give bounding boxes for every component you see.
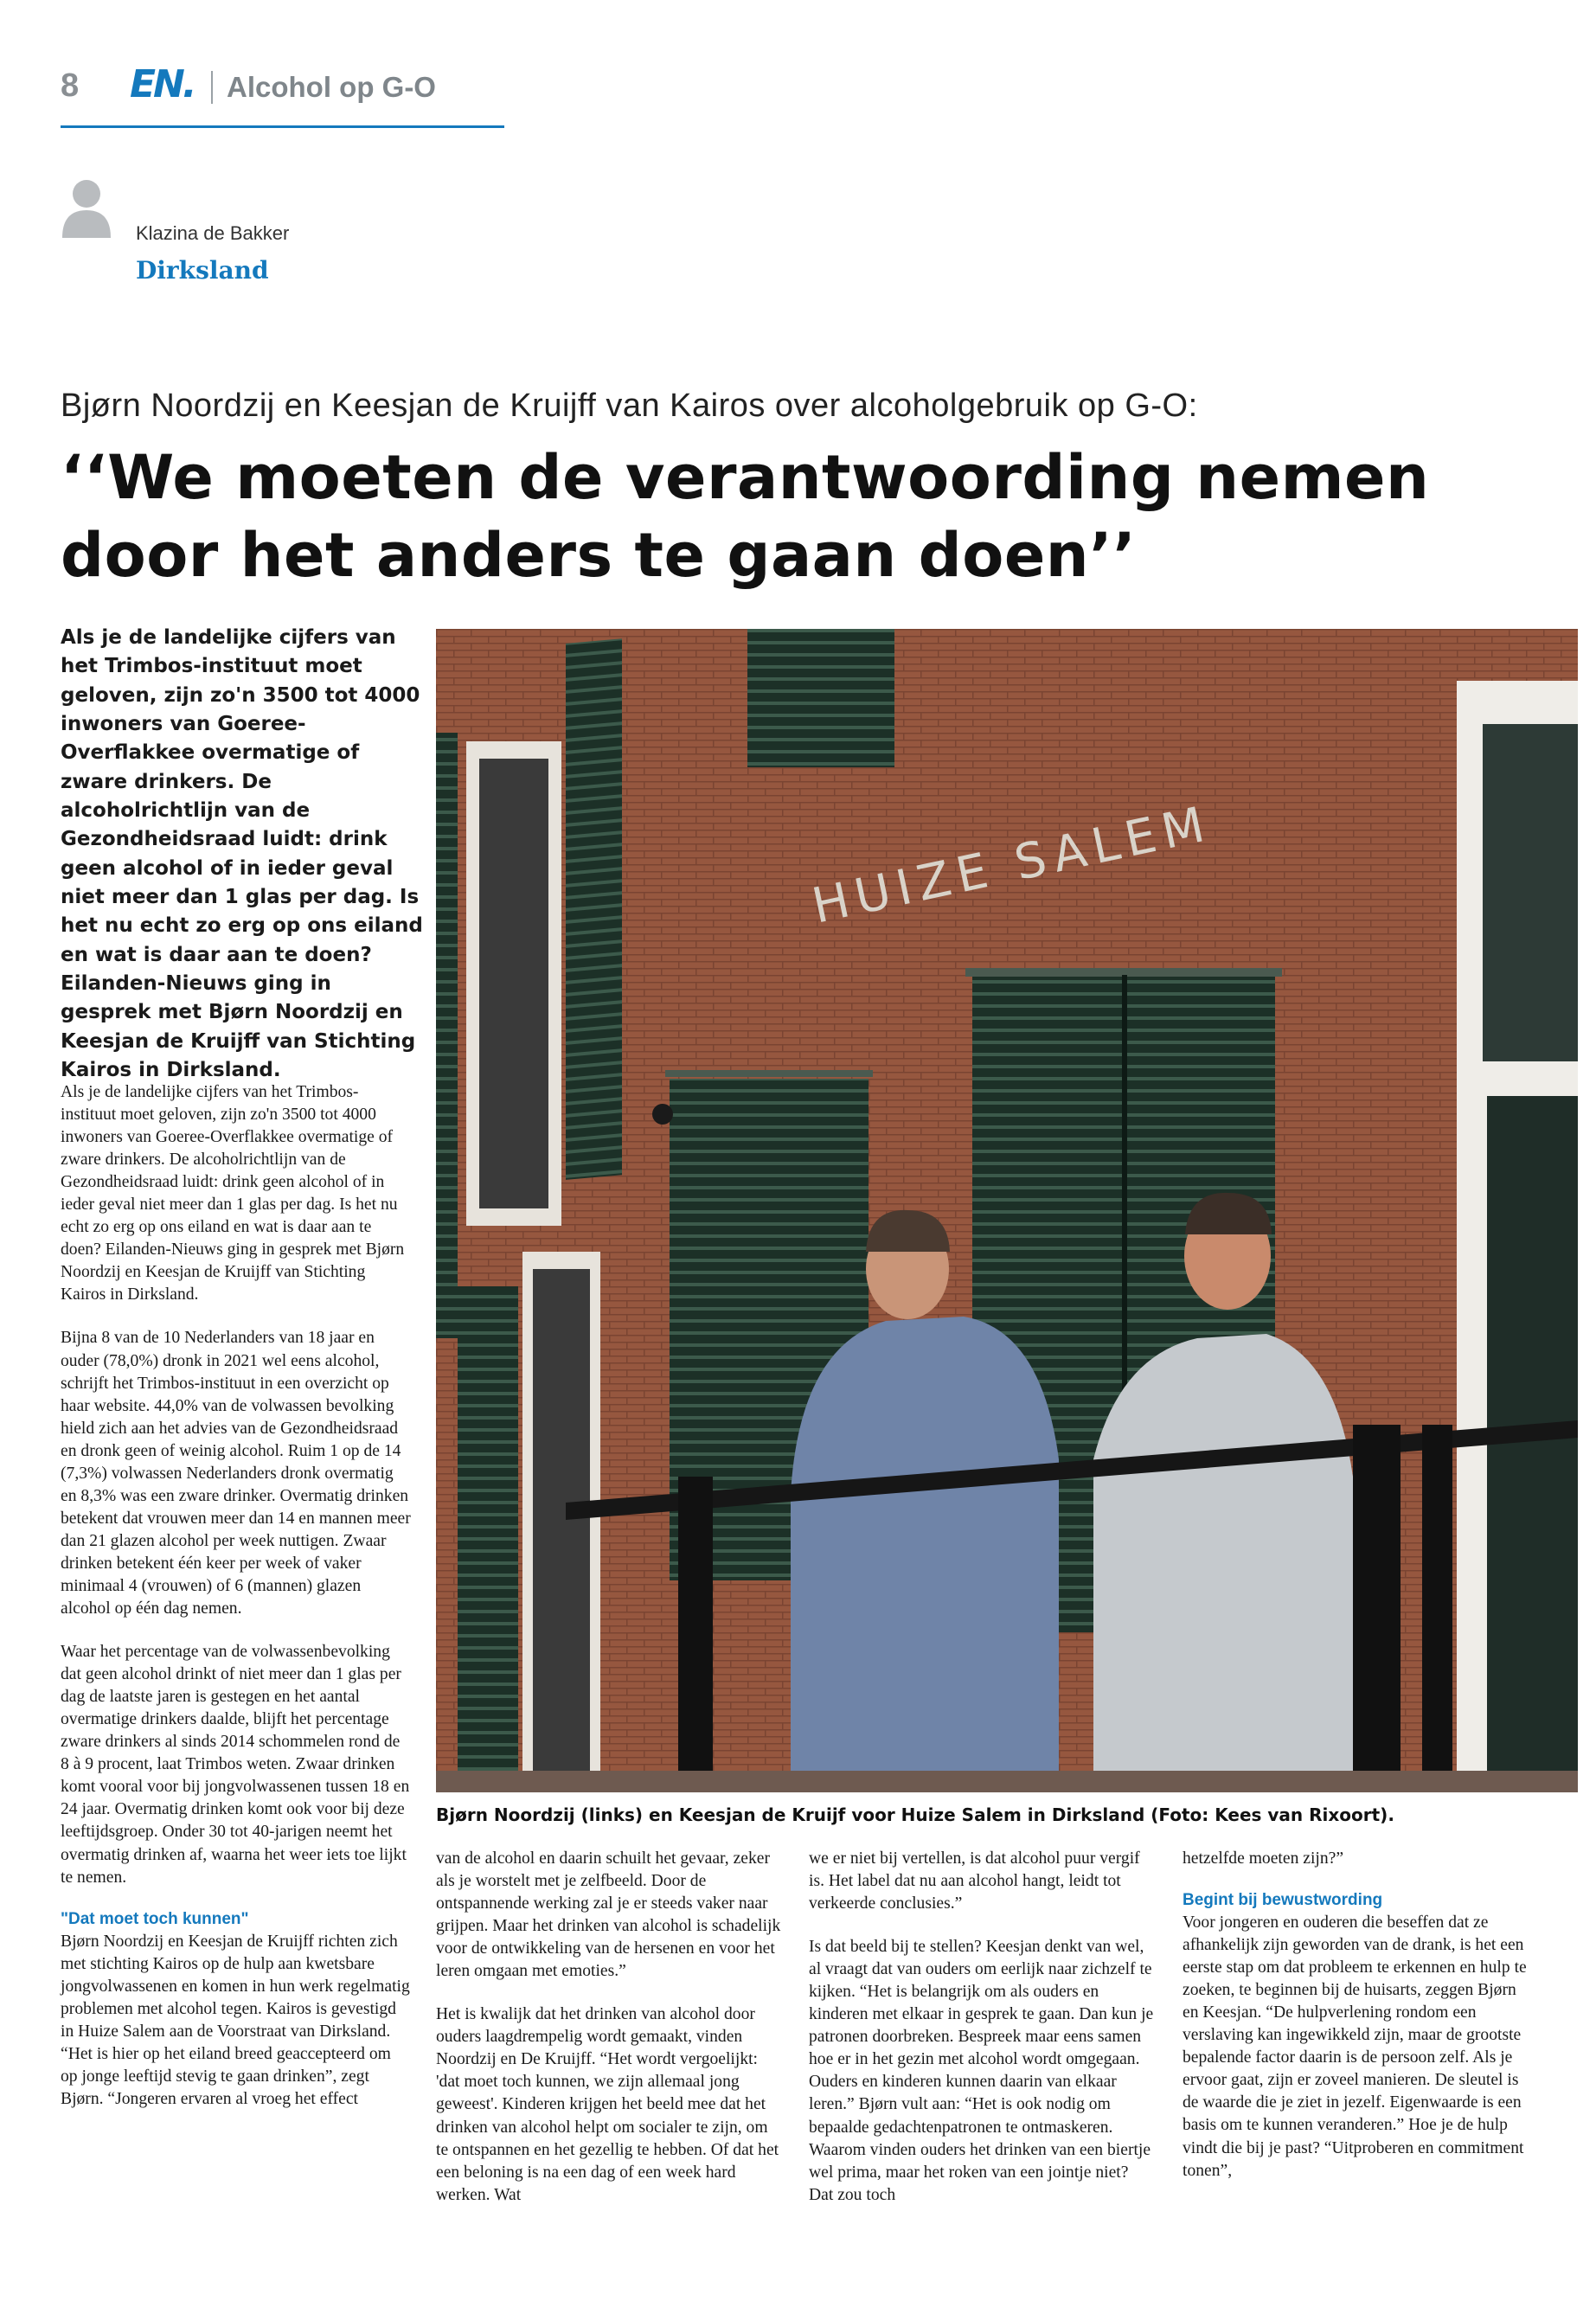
paragraph: Als je de landelijke cijfers van het Trimbos-instituut moet geloven, zijn zo'n 3500 tot 4000 inwoners van Goeree-Overflakkee overmatige of zware drinkers. De alcoholrichtlijn van de Gezondheidsraad luidt: drink geen alcohol of in ieder geval niet meer dan 1 glas per dag. Is het nu echt zo erg op ons eiland en wat is daar aan te doen? Eilanden-Nieuws ging in gesprek met Bjørn Noordzij en Keesjan de Kruijff van Stichting Kairos in Dirksland. — [61, 1083, 405, 1304]
article-headline: ‘‘We moeten de verantwoording nemen door het anders te gaan doen’’ — [61, 442, 1430, 591]
article-column-3 — [809, 1848, 1155, 2227]
paragraph: Is dat beeld bij te stellen? Keesjan denkt van wel, al vraagt dat van ouders om eerlijk naar zichzelf te kijken. “Het is belangrijk om als ouders en kinderen met elkaar in gesprek te gaan. Dan kun je patronen doorbreken. Bespreek maar eens samen hoe er in het gezin met alcohol wordt omgegaan. Ouders en kinderen kunnen daarin van elkaar leren.” Bjørn vult aan: “Het is ook nodig om bepaalde gedachtenpatronen te ontmaskeren. Waarom vinden ouders het drinken van een biertje wel prima, maar het roken van een jointje niet? Dat zou toch — [809, 1938, 1154, 2204]
page-number: 8 — [61, 67, 80, 104]
paragraph: Waar het percentage van de volwassenbevolking dat geen alcohol drinkt of niet meer dan 1 glas per dag de laatste jaren is gestegen en het aantal overmatige drinkers daalde, blijft het percentage zware drinkers al sinds 2014 schommelen rond de 8 à 9 procent, laat Trimbos weten. Zwaar drinken komt vooral voor bij jongvolwassenen tussen 18 en 24 jaar. Overmatig drinken komt ook voor bij deze leeftijdsgroep. Onder 30 tot 40-jarigen neemt het overmatig drinken af, waarna het weer iets toe lijkt te nemen. — [61, 1643, 410, 1887]
article-photo — [436, 629, 1578, 1792]
article-kicker: Bjørn Noordzij en Keesjan de Kruijff van Kairos over alcoholgebruik op G-O: — [61, 388, 1198, 424]
header-separator — [211, 71, 213, 104]
header-rule — [61, 125, 504, 128]
paragraph: Voor jongeren en ouderen die beseffen dat ze afhankelijk zijn geworden van de drank, is het een eerste stap om dat probleem te erkennen en hulp te zoeken, te beginnen bij de huisarts, zeggen Bjørn en Keesjan. “De hulpverlening rondom een verslaving kan ingewikkeld zijn, maar de grootste bepalende factor daarin is de persoon zelf. Als je ervoor gaat, zijn er zoveel manieren. De sleutel is de waarde die je ziet in jezelf. Eigenwaarde is een basis om te kunnen veranderen.” Hoe je de hulp vindt die bij je past? “Uitproberen en commitment tonen”, — [1183, 1913, 1527, 2180]
huize-salem-sign: HUIZE SALEM — [807, 795, 1216, 935]
subheading: "Dat moet toch kunnen" — [61, 1909, 249, 1928]
newspaper-logo: EN. — [130, 62, 195, 106]
paragraph: we er niet bij vertellen, is dat alcohol puur vergif is. Het label dat nu aan alcohol hangt, leidt tot verkeerde conclusies.” — [809, 1849, 1140, 1913]
article-column-1 — [61, 1081, 411, 2131]
paragraph: Het is kwalijk dat het drinken van alcohol door ouders laagdrempelig wordt gemaakt, vinden Noordzij en De Kruijff. “Het wordt vergoelijkt: 'dat moet toch kunnen, we zijn allemaal jong geweest'. Kinderen krijgen het beeld mee dat het drinken van alcohol helpt om socialer te zijn, om te ontspannen en het gezellig te hebben. Of dat het een beloning is na een dag of een week hard werken. Wat — [436, 2005, 779, 2204]
article-column-2 — [436, 1848, 782, 2227]
paragraph: Bijna 8 van de 10 Nederlanders van 18 jaar en ouder (78,0%) dronk in 2021 wel eens alcohol, schrijft het Trimbos-instituut in een overzicht op haar website. 44,0% van de volwassen bevolking hield zich aan het advies van de Gezondheidsraad en dronk geen of weinig alcohol. Ruim 1 op de 14 (7,3%) volwassen Nederlanders dronk overmatig en 8,3% was een zware drinker. Overmatig drinken betekent dat vrouwen meer dan 14 en mannen meer dan 21 glazen alcohol per week nuttigen. Zwaar drinken betekent één keer per week of vaker minimaal 4 (vrouwen) of 6 (mannen) glazen alcohol op één dag nemen. — [61, 1329, 411, 1618]
paragraph: Bjørn Noordzij en Keesjan de Kruijff richten zich met stichting Kairos op de hulp aan kwetsbare jongvolwassenen en komen in hun werk regelmatig problemen met alcohol tegen. Kairos is gevestigd in Huize Salem aan de Voorstraat van Dirksland. “Het is hier op het eiland breed geaccepteerd om op jonge leeftijd stevig te gaan drinken”, zegt Bjørn. “Jongeren ervaren al vroeg het effect — [61, 1932, 410, 2108]
author-avatar-icon — [61, 177, 112, 238]
photo-caption: Bjørn Noordzij (links) en Keesjan de Kruijf voor Huize Salem in Dirksland (Foto: Kees van Rixoort). — [436, 1804, 1394, 1825]
author-name: Klazina de Bakker — [136, 222, 290, 244]
subheading: Begint bij bewustwording — [1183, 1891, 1383, 1910]
section-title: Alcohol op G-O — [227, 71, 436, 103]
article-column-4 — [1183, 1848, 1529, 2203]
article-intro: Als je de landelijke cijfers van het Trimbos-instituut moet geloven, zijn zo'n 3500 tot 4000 inwoners van Goeree-Overflakkee overmatige of zware drinkers. De alcoholrichtlijn van de Gezondheidsraad luidt: drink geen alcohol of in ieder geval niet meer dan 1 glas per dag. Is het nu echt zo erg op ons eiland en wat is daar aan te doen? Eilanden-Nieuws ging in gesprek met Bjørn Noordzij en Keesjan de Kruijff van Stichting Kairos in Dirksland. — [61, 626, 423, 1082]
article-location: Dirksland — [136, 256, 269, 285]
paragraph: hetzelfde moeten zijn?” — [1183, 1849, 1344, 1868]
paragraph: van de alcohol en daarin schuilt het gevaar, zeker als je worstelt met je zelfbeeld. Door de ontspannende werking zal je er steeds vaker naar grijpen. Maar het drinken van alcohol is schadelijk voor de ontwikkeling van de hersenen en voor het leren omgaan met emoties.” — [436, 1849, 781, 1981]
